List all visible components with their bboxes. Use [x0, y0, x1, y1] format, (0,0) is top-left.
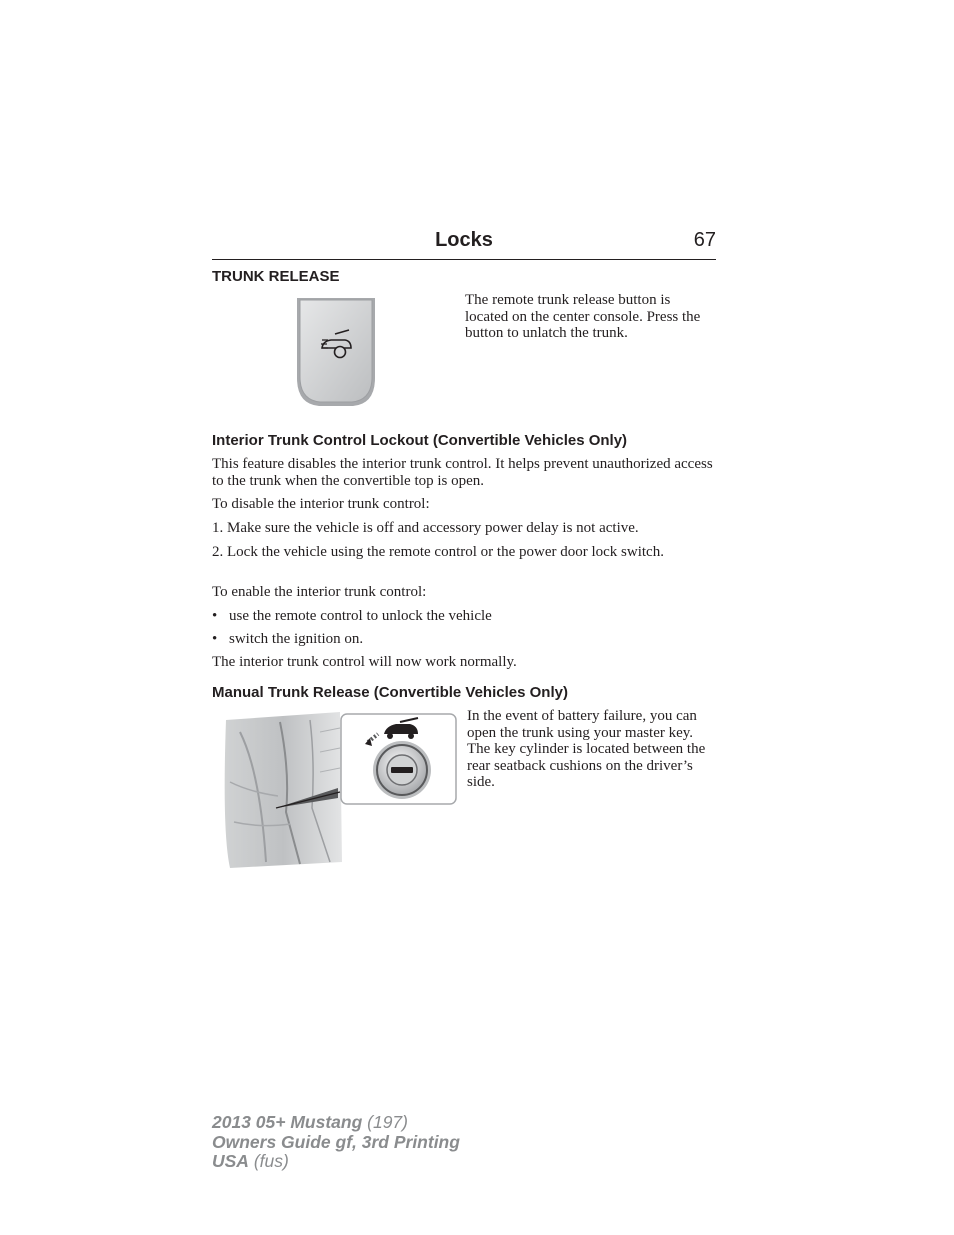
- footer-line-2: Owners Guide gf, 3rd Printing: [212, 1131, 460, 1152]
- section-heading-trunk-release: TRUNK RELEASE: [212, 268, 340, 285]
- list-item: • use the remote control to unlock the vehicle: [212, 608, 492, 624]
- key-cylinder-figure: [220, 712, 460, 872]
- trunk-release-description: The remote trunk release button is located on the center console. Press the button to unlatch the trunk.: [465, 292, 701, 341]
- page-number: 67: [693, 229, 716, 251]
- lockout-paragraph-3: To enable the interior trunk control:: [212, 584, 427, 600]
- footer-line-1: 2013 05+ Mustang (197): [212, 1112, 408, 1132]
- bullet-icon: •: [212, 631, 218, 647]
- section-heading-lockout: Interior Trunk Control Lockout (Convertible Vehicles Only): [212, 432, 628, 449]
- trunk-release-button-figure: [293, 296, 379, 408]
- bullet-icon: •: [212, 608, 218, 624]
- page-title: Locks: [435, 229, 493, 251]
- lockout-paragraph-4: The interior trunk control will now work normally.: [212, 654, 517, 670]
- list-item: • switch the ignition on.: [212, 631, 364, 647]
- section-heading-manual-trunk-release: Manual Trunk Release (Convertible Vehicles Only): [212, 684, 568, 701]
- header-divider: [212, 259, 716, 260]
- lockout-paragraph-2: To disable the interior trunk control:: [212, 496, 430, 512]
- lockout-paragraph-1: This feature disables the interior trunk control. It helps prevent unauthorized access to the trunk when the convertible top is open.: [212, 456, 713, 489]
- lockout-step-2: 2. Lock the vehicle using the remote control or the power door lock switch.: [212, 544, 664, 560]
- footer-line-3: USA (fus): [212, 1151, 289, 1171]
- footer-print-info: [212, 1113, 460, 1172]
- manual-trunk-release-description: In the event of battery failure, you can open the trunk using your master key. The key cylinder is located between the rear seatback cushions on the driver’s side.: [467, 708, 706, 790]
- lockout-step-1: 1. Make sure the vehicle is off and accessory power delay is not active.: [212, 520, 639, 536]
